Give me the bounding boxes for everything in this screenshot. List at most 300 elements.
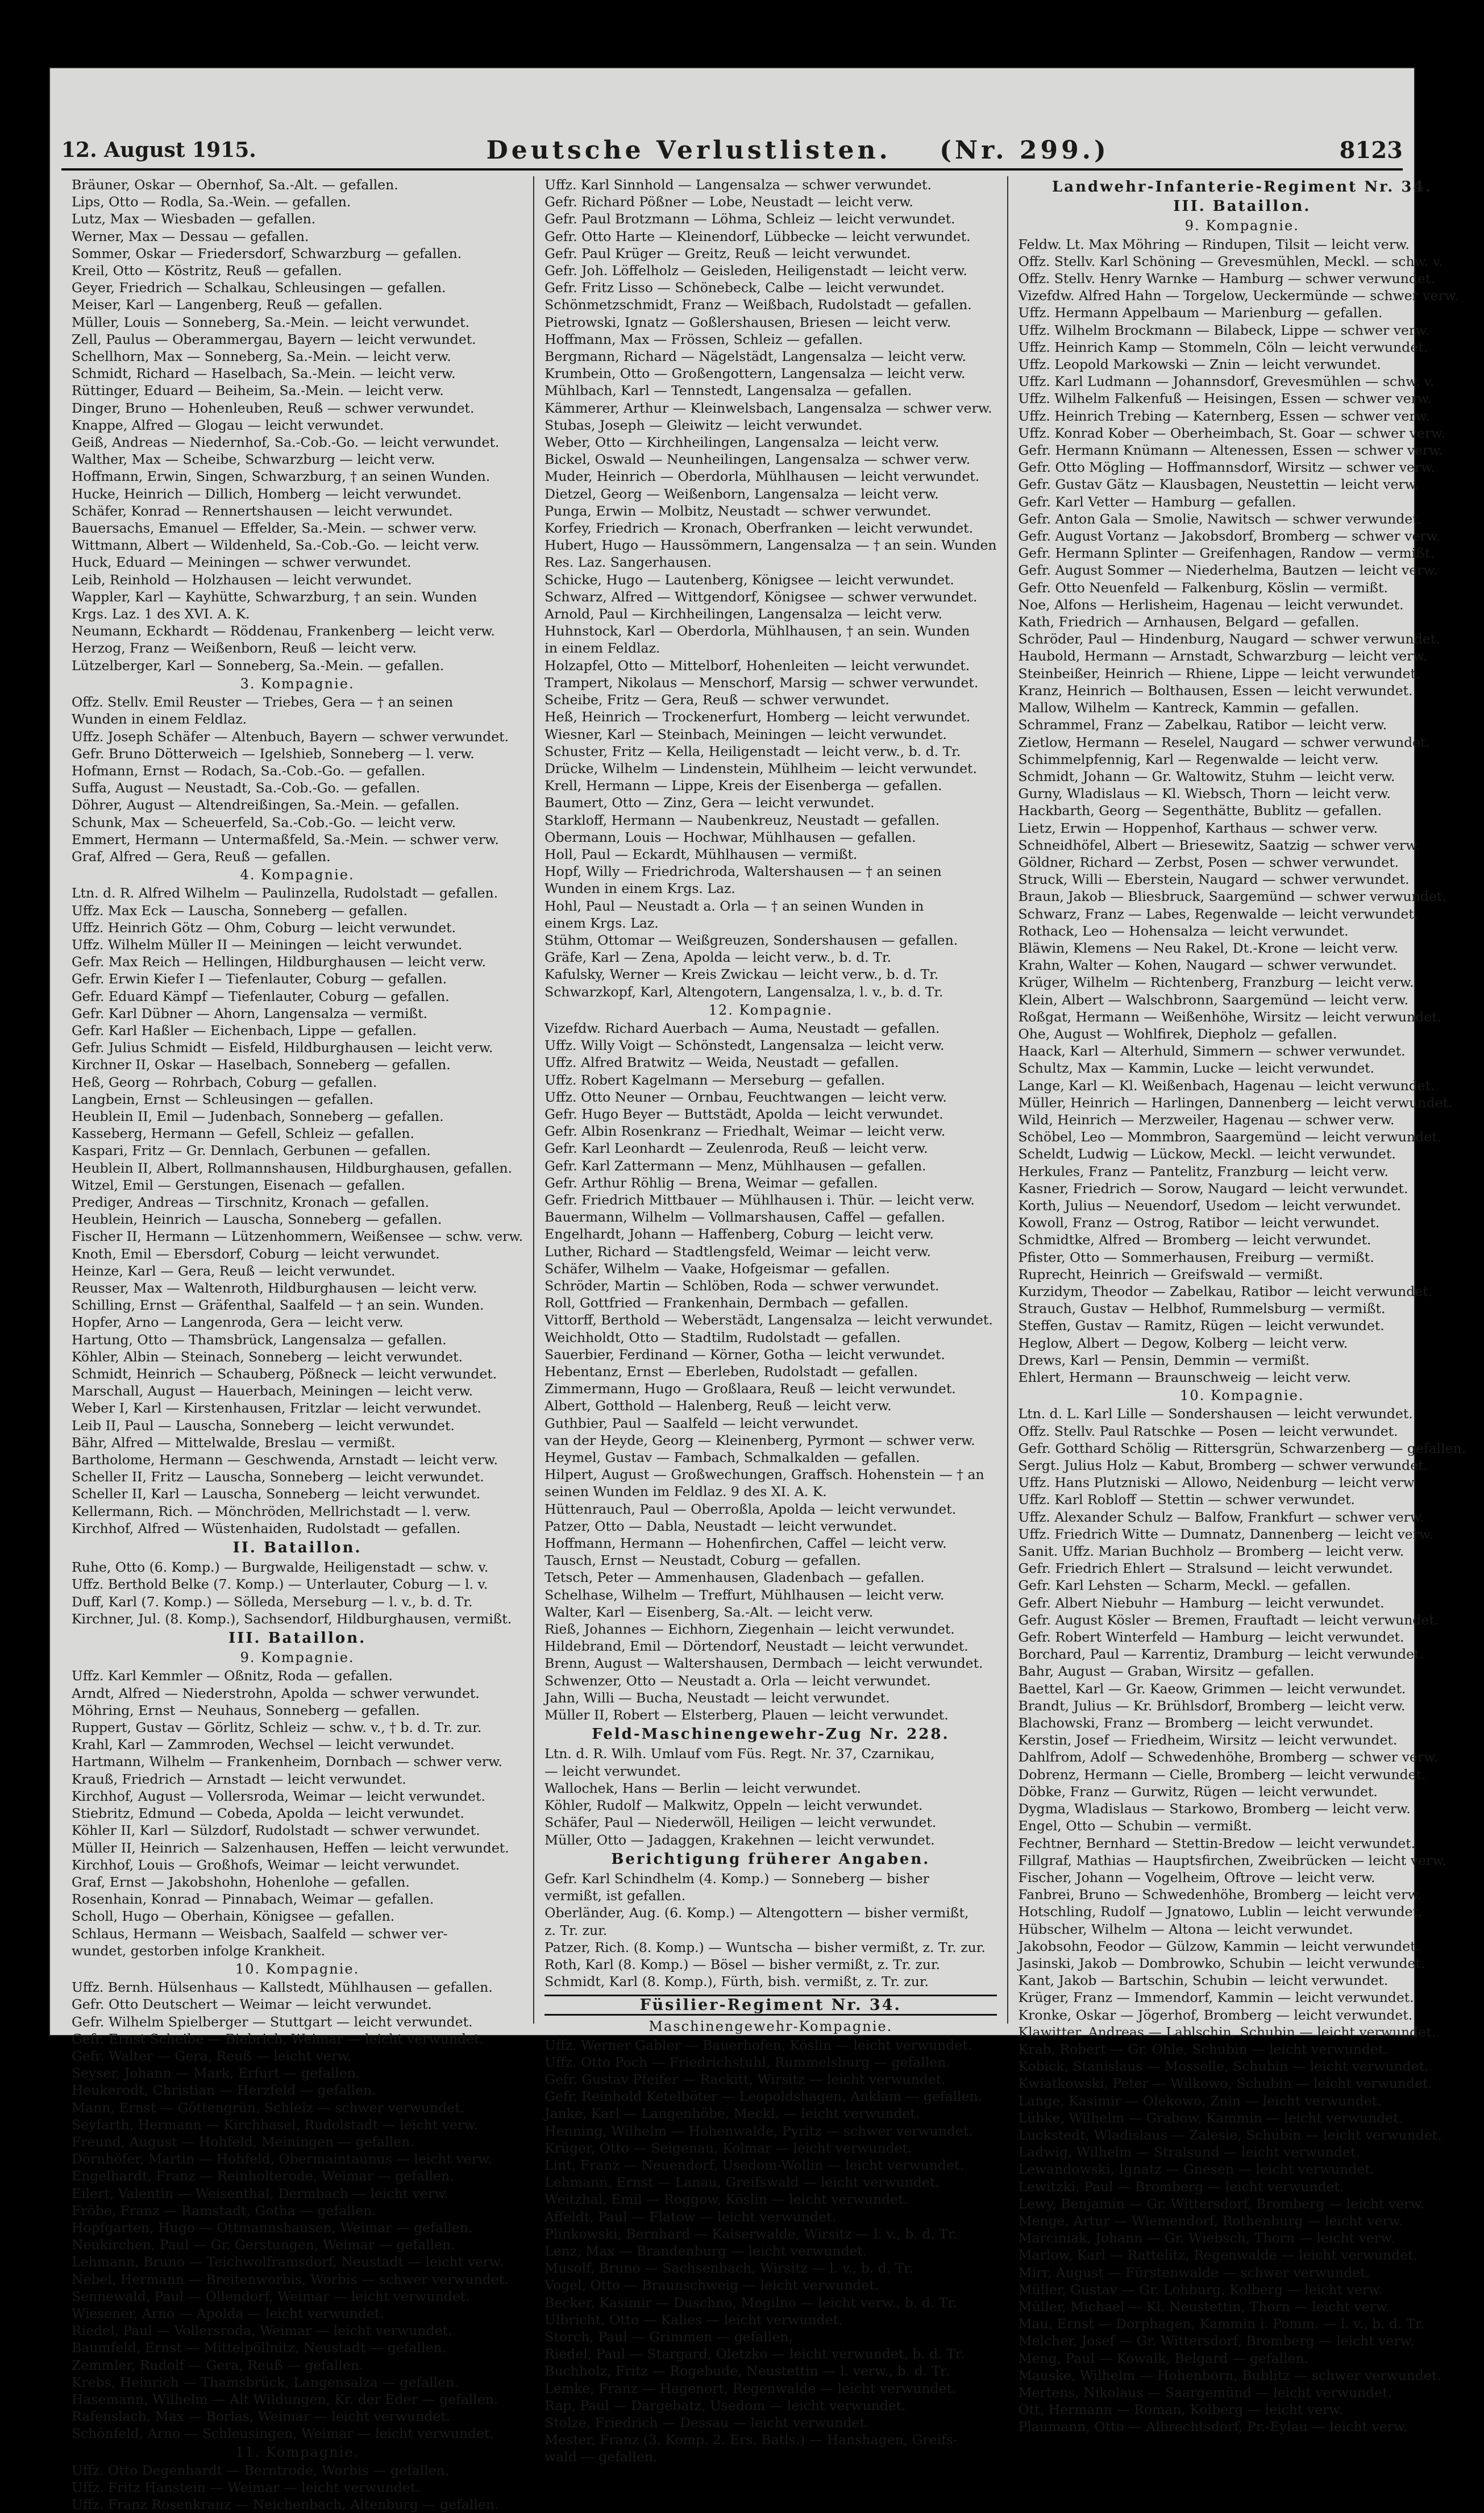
casualty-entry: Wittmann, Albert — Wildenheld, Sa.-Cob.-Go. — leicht verw. (72, 537, 480, 554)
casualty-entry: Köhler, Rudolf — Malkwitz, Oppeln — leicht verwundet. (544, 1797, 923, 1814)
casualty-entry: Müller, Gustav — Gr. Lohburg, Kolberg — leicht verw. (1018, 2281, 1383, 2298)
casualty-entry: Albert, Gotthold — Halenberg, Reuß — leicht verw. (544, 1398, 892, 1414)
casualty-entry: Huhnstock, Karl — Oberdorla, Mühlhausen, † an sein. Wunden (544, 623, 970, 639)
casualty-entry: Jasinski, Jakob — Dombrowko, Schubin — leicht verwundet. (1018, 1955, 1425, 1971)
header-page-number: 8123 (1339, 136, 1403, 164)
header-title (487, 136, 1109, 165)
casualty-entry: Brandt, Julius — Kr. Brühlsdorf, Bromberg — leicht verw. (1018, 1697, 1406, 1714)
casualty-entry: Duff, Karl (7. Komp.) — Sölleda, Merseburg — l. v., b. d. Tr. (72, 1593, 473, 1610)
casualty-entry: Drücke, Wilhelm — Lindenstein, Mühlheim — leicht verwundet. (544, 760, 977, 776)
casualty-entry: Leib, Reinhold — Holzhausen — leicht verwundet. (72, 571, 412, 588)
casualty-entry: — leicht verwundet. (544, 1763, 681, 1779)
casualty-entry: Schimmelpfennig, Karl — Regenwalde — leicht verw. (1018, 751, 1379, 767)
casualty-entry: Köhler, Albin — Steinach, Sonneberg — leicht verwundet. (72, 1348, 463, 1365)
casualty-entry: Schwenzer, Otto — Neustadt a. Orla — leicht verwundet. (544, 1672, 931, 1689)
casualty-entry: Kurzidym, Theodor — Zabelkau, Ratibor — leicht verwundet. (1018, 1284, 1433, 1299)
casualty-entry: Bartholome, Hermann — Geschwenda, Arnstadt — leicht verw. (72, 1452, 498, 1468)
casualty-entry: Reusser, Max — Waltenroth, Hildburghausen — leicht verw. (72, 1280, 477, 1296)
company-heading: 10. Kompagnie. (1180, 1388, 1304, 1404)
casualty-entry: Lewandowski, Ignatz — Gnesen — leicht verwundet. (1018, 2161, 1375, 2178)
casualty-entry: Schröder, Paul — Hindenburg, Naugard — schwer verwundet. (1018, 631, 1440, 647)
casualty-entry: Gefr. Karl Lehsten — Scharm, Meckl. — gefallen. (1018, 1577, 1351, 1594)
casualty-entry: Vittorff, Berthold — Weberstädt, Langensalza — leicht verwundet. (544, 1312, 993, 1328)
casualty-entry: Hoffmann, Max — Frössen, Schleiz — gefallen. (544, 331, 863, 347)
column-1 (61, 176, 534, 2513)
casualty-entry: Stubas, Joseph — Gleiwitz — leicht verwundet. (544, 417, 863, 433)
casualty-entry: Müller, Michael — Kl. Neustettin, Thorn — leicht verw. (1018, 2298, 1390, 2315)
casualty-entry: Offz. Stellv. Henry Warnke — Hamburg — schwer verwundet. (1018, 271, 1435, 287)
casualty-entry: Offz. Stellv. Karl Schöning — Grevesmühlen, Meckl. — schw. v. (1018, 253, 1443, 269)
casualty-entry: Kranz, Heinrich — Bolthausen, Essen — leicht verwundet. (1018, 682, 1413, 699)
casualty-entry: Offz. Stellv. Emil Reuster — Triebes, Gera — † an seinen (72, 694, 454, 711)
casualty-entry: Gefr. Karl Leonhardt — Zeulenroda, Reuß — leicht verw. (544, 1140, 928, 1157)
casualty-entry: Ruprecht, Heinrich — Greifswald — vermißt. (1018, 1266, 1323, 1282)
casualty-entry: Fechtner, Bernhard — Stettin-Bredow — leicht verwundet. (1018, 1835, 1416, 1851)
casualty-entry: Herkules, Franz — Pantelitz, Franzburg — leicht verw. (1018, 1163, 1389, 1179)
casualty-entry: Uffz. Heinrich Götz — Ohm, Coburg — leicht verwundet. (72, 919, 456, 936)
casualty-entry: Dörnhöfer, Martin — Hohfeld, Obermaintaunus — leicht verw. (72, 2151, 492, 2167)
casualty-entry: Ltn. d. L. Karl Lille — Sondershausen — leicht verwundet. (1018, 1406, 1413, 1422)
casualty-entry: Schmidt, Johann — Gr. Waltowitz, Stuhm — leicht verw. (1018, 768, 1395, 784)
casualty-entry: Hilpert, August — Großwechungen, Graffsch. Hohenstein — † an (544, 1467, 984, 1483)
casualty-entry: Uffz. Joseph Schäfer — Altenbuch, Bayern — schwer verwundet. (72, 728, 509, 745)
casualty-entry: Schmidt, Karl (8. Komp.), Fürth, bish. vermißt, z. Tr. zur. (544, 1974, 929, 1990)
casualty-entry: Krüger, Franz — Immendorf, Kammin — leicht verwundet. (1018, 1989, 1414, 2006)
casualty-entry: Suffa, August — Neustadt, Sa.-Cob.-Go. — gefallen. (72, 780, 421, 796)
casualty-entry: Schultz, Max — Kammin, Lucke — leicht verwundet. (1018, 1060, 1375, 1077)
casualty-entry: Zemmler, Rudolf — Gera, Reuß — gefallen. (72, 2357, 364, 2373)
section-heading: Landwehr-Infanterie-Regiment Nr. 34. (1052, 178, 1432, 196)
casualty-entry: Schäfer, Wilhelm — Vaake, Hofgeismar — gefallen. (544, 1260, 890, 1277)
header-title-text: Deutsche Verlustlisten. (486, 135, 891, 165)
casualty-entry: Uffz. Franz Rosenkranz — Neichenbach, Altenburg — gefallen. (72, 2497, 499, 2513)
casualty-entry: Gefr. Anton Gala — Smolie, Nawitsch — schwer verwundet. (1018, 510, 1423, 527)
casualty-entry: Stühm, Ottomar — Weißgreuzen, Sondershausen — gefallen. (544, 932, 958, 948)
casualty-entry: Arnold, Paul — Kirchheilingen, Langensalza — leicht verw. (544, 606, 942, 622)
casualty-entry: Emmert, Hermann — Untermaßfeld, Sa.-Mein. — schwer verw. (72, 831, 499, 848)
casualty-entry: Luther, Richard — Stadtlengsfeld, Weimar — leicht verw. (544, 1243, 932, 1260)
casualty-entry: Rafenslach, Max — Borlas, Weimar — leicht verwundet. (72, 2408, 451, 2425)
casualty-entry: Gefr. Karl Haßler — Eichenbach, Lippe — gefallen. (72, 1022, 417, 1039)
casualty-entry: Schicke, Hugo — Lautenberg, Königsee — leicht verwundet. (544, 571, 954, 588)
company-heading: 12. Kompagnie. (708, 1002, 833, 1018)
casualty-entry: Blachowski, Franz — Bromberg — leicht verwundet. (1018, 1715, 1374, 1731)
casualty-entry: Heublein II, Albert, Rollmannshausen, Hildburghausen, gefallen. (72, 1160, 513, 1176)
casualty-entry: Korfey, Friedrich — Kronach, Oberfranken — leicht verwundet. (544, 520, 974, 537)
casualty-entry: Ltn. d. R. Alfred Wilhelm — Paulinzella, Rudolstadt — gefallen. (72, 885, 498, 902)
casualty-entry: Nebel, Hermann — Breitenworbis, Worbis — schwer verwundet. (72, 2271, 509, 2287)
casualty-entry: Hucke, Heinrich — Dillich, Homberg — leicht verwundet. (72, 485, 462, 502)
casualty-entry: Fischer, Johann — Vogelheim, Oftrove — leicht verw. (1018, 1869, 1375, 1885)
casualty-entry: Lemke, Franz — Hagenort, Regenwalde — leicht verwundet. (544, 2380, 957, 2396)
casualty-entry: Uffz. Hermann Appelbaum — Marienburg — gefallen. (1018, 305, 1383, 321)
casualty-entry: Gefr. Hermann Splinter — Greifenhagen, Randow — vermißt. (1018, 545, 1435, 562)
casualty-entry: Prediger, Andreas — Tirschnitz, Kronach — gefallen. (72, 1194, 430, 1210)
casualty-entry: Hopfgarten, Hugo — Ottmannshausen, Weimar — gefallen. (72, 2219, 473, 2236)
casualty-entry: Ruhe, Otto (6. Komp.) — Burgwalde, Heiligenstadt — schw. v. (72, 1559, 489, 1576)
casualty-entry: Schellhorn, Max — Sonneberg, Sa.-Mein. — leicht verw. (72, 348, 451, 365)
casualty-entry: Graf, Ernst — Jakobshohn, Hohenlohe — gefallen. (72, 1874, 410, 1890)
casualty-entry: Fischer II, Hermann — Lützenhommern, Weißensee — schw. verw. (72, 1228, 523, 1245)
casualty-entry: Schmidt, Richard — Haselbach, Sa.-Mein. — leicht verw. (72, 365, 456, 382)
casualty-entry: van der Heyde, Georg — Kleinenberg, Pyrmont — schwer verw. (544, 1432, 975, 1448)
casualty-entry: Ott, Hermann — Roman, Kolberg — leicht verw. (1018, 2402, 1344, 2418)
casualty-entry: Lietz, Erwin — Hoppenhof, Karthaus — schwer verw. (1018, 820, 1378, 836)
casualty-entry: Schelhase, Wilhelm — Treffurt, Mühlhausen — leicht verw. (544, 1586, 945, 1603)
casualty-entry: Zimmermann, Hugo — Großlaara, Reuß — leicht verwundet. (544, 1381, 956, 1397)
casualty-entry: Klein, Albert — Walschbronn, Saargemünd — leicht verw. (1018, 991, 1408, 1008)
casualty-entry: Schmidtke, Alfred — Bromberg — leicht verwundet. (1018, 1232, 1371, 1248)
casualty-entry: Bähr, Alfred — Mittelwalde, Breslau — vermißt. (72, 1434, 396, 1451)
section-heading: III. Bataillon. (1173, 198, 1311, 215)
casualty-entry: Weber, Otto — Kirchheilingen, Langensalza — leicht verw. (544, 434, 940, 451)
casualty-entry: Vizefdw. Richard Auerbach — Auma, Neustadt — gefallen. (544, 1020, 940, 1036)
casualty-entry: Rothack, Leo — Hohensalza — leicht verwundet. (1018, 923, 1349, 939)
casualty-entry: Zietlow, Hermann — Reselel, Naugard — schwer verwundet. (1018, 734, 1430, 750)
casualty-entry: Bräuner, Oskar — Obernhof, Sa.-Alt. — gefallen. (72, 177, 398, 193)
casualty-entry: Res. Laz. Sangerhausen. (544, 554, 712, 571)
casualty-entry: Schäfer, Konrad — Rennertshausen — leicht verwundet. (72, 502, 453, 519)
casualty-entry: Schuster, Fritz — Kella, Heiligenstadt — leicht verw., b. d. Tr. (544, 743, 961, 759)
casualty-entry: Ladwig, Wilhelm — Stralsund — leicht verwundet. (1018, 2144, 1360, 2161)
casualty-entry: Schrammel, Franz — Zabelkau, Ratibor — leicht verw. (1018, 717, 1387, 733)
casualty-entry: Müller, Louis — Sonneberg, Sa.-Mein. — leicht verwundet. (72, 314, 470, 330)
casualty-entry: Muder, Heinrich — Oberdorla, Mühlhausen — leicht verwundet. (544, 468, 980, 485)
casualty-entry: Henning, Wilhelm — Hohenwalde, Pyritz — schwer verwundet. (544, 2122, 973, 2139)
casualty-entry: Gefr. Robert Winterfeld — Hamburg — leicht verwundet. (1018, 1629, 1404, 1646)
casualty-entry: Mau, Ernst — Dorphagen, Kammin i. Pomm. — l. v., b. d. Tr. (1018, 2316, 1424, 2332)
casualty-entry: Steinbeißer, Heinrich — Rhiene, Lippe — leicht verwundet. (1018, 665, 1420, 682)
casualty-entry: Feldw. Lt. Max Möhring — Rindupen, Tilsit — leicht verw. (1018, 236, 1410, 252)
casualty-entry: Gefr. Hermann Knümann — Altenessen, Essen — schwer verw. (1018, 442, 1444, 459)
casualty-entry: Hübscher, Wilhelm — Altona — leicht verwundet. (1018, 1921, 1353, 1937)
casualty-entry: Bauersachs, Emanuel — Effelder, Sa.-Mein. — schwer verw. (72, 520, 477, 537)
casualty-entry: Kasseberg, Hermann — Gefell, Schleiz — gefallen. (72, 1125, 415, 1142)
casualty-entry: Vogel, Otto — Braunschweig — leicht verwundet. (544, 2277, 879, 2294)
casualty-entry: Kaspari, Fritz — Gr. Dennlach, Gerbunen — gefallen. (72, 1143, 431, 1159)
casualty-entry: Schwarz, Franz — Labes, Regenwalde — leicht verwundet. (1018, 905, 1419, 922)
casualty-entry: Kirchner, Jul. (8. Komp.), Sachsendorf, Hildburghausen, vermißt. (72, 1610, 512, 1627)
casualty-entry: Walter, Karl — Eisenberg, Sa.-Alt. — leicht verw. (544, 1604, 874, 1620)
casualty-entry: Heinze, Karl — Gera, Reuß — leicht verwundet. (72, 1262, 396, 1279)
casualty-entry: Heublein, Heinrich — Lauscha, Sonneberg — gefallen. (72, 1211, 442, 1228)
casualty-entry: Müller, Heinrich — Harlingen, Dannenberg — leicht verwundet. (1018, 1094, 1453, 1111)
casualty-entry: einem Krgs. Laz. (544, 915, 659, 931)
casualty-entry: Uffz. Heinrich Kamp — Stommeln, Cöln — leicht verwundet. (1018, 339, 1428, 355)
casualty-entry: Mauske, Wilhelm — Hohenborn, Bublitz — schwer verwundet. (1018, 2367, 1441, 2383)
casualty-entry: Kafulsky, Werner — Kreis Zwickau — leicht verw., b. d. Tr. (544, 966, 939, 983)
casualty-entry: Gefr. Gustav Gätz — Klausbagen, Neustettin — leicht verw. (1018, 476, 1419, 493)
casualty-entry: Knoth, Emil — Ebersdorf, Coburg — leicht verwundet. (72, 1245, 440, 1262)
casualty-entry: Krahn, Walter — Kohen, Naugard — schwer verwundet. (1018, 957, 1397, 974)
casualty-entry: Uffz. Heinrich Trebing — Katernberg, Essen — schwer verw. (1018, 408, 1430, 424)
casualty-entry: Dietzel, Georg — Weißenborn, Langensalza — leicht verw. (544, 485, 939, 502)
casualty-entry: Tetsch, Peter — Ammenhausen, Gladenbach — gefallen. (544, 1569, 925, 1586)
casualty-entry: Roßgat, Hermann — Weißenhöhe, Wirsitz — leicht verwundet. (1018, 1008, 1441, 1025)
casualty-entry: Baettel, Karl — Gr. Kaeow, Grimmen — leicht verwundet. (1018, 1680, 1406, 1697)
casualty-entry: Trampert, Nikolaus — Menschorf, Marsig — schwer verwundet. (544, 674, 979, 691)
casualty-entry: Uffz. Robert Kagelmann — Merseburg — gefallen. (544, 1071, 886, 1088)
casualty-entry: Krgs. Laz. 1 des XVI. A. K. (72, 606, 250, 622)
casualty-entry: Tausch, Ernst — Neustadt, Coburg — gefallen. (544, 1552, 861, 1569)
casualty-entry: Stiebritz, Edmund — Cobeda, Apolda — leicht verwundet. (72, 1805, 464, 1822)
casualty-entry: Rieß, Johannes — Eichhorn, Ziegenhain — leicht verwundet. (544, 1621, 955, 1638)
casualty-entry: Riedel, Paul — Stargard, Oletzko — leicht verwundet, b. d. Tr. (544, 2346, 965, 2362)
company-heading: 10. Kompagnie. (235, 1960, 360, 1977)
casualty-entry: Haack, Karl — Alterhuld, Simmern — schwer verwundet. (1018, 1043, 1406, 1060)
casualty-entry: Schneidhöfel, Albert — Briesewitz, Saatzig — schwer verw. (1018, 837, 1420, 853)
casualty-entry: Schlaus, Hermann — Weisbach, Saalfeld — schwer ver- (72, 1925, 448, 1942)
casualty-entry: Mirr, August — Fürstenwalde — schwer verwundet. (1018, 2264, 1370, 2281)
casualty-entry: Struck, Willi — Eberstein, Naugard — schwer verwundet. (1018, 871, 1410, 888)
casualty-entry: Neumann, Eckhardt — Röddenau, Frankenberg — leicht verw. (72, 623, 496, 639)
casualty-entry: Hartmann, Wilhelm — Frankenheim, Dornbach — schwer verw. (72, 1754, 502, 1770)
casualty-entry: Gefr. Reinhold Ketelböter — Leopoldshagen, Anklam — gefallen. (544, 2088, 983, 2105)
casualty-entry: Lutz, Max — Wiesbaden — gefallen. (72, 211, 316, 227)
casualty-entry: Mallow, Wilhelm — Kantreck, Kammin — gefallen. (1018, 700, 1360, 716)
casualty-entry: Eilert, Valentin — Weisenthal, Dermbach — leicht verw. (72, 2185, 448, 2202)
casualty-entry: Gefr. Otto Mögling — Hoffmannsdorf, Wirsitz — schwer verw. (1018, 459, 1435, 476)
section-heading: III. Bataillon. (228, 1630, 367, 1647)
casualty-entry: Sergt. Julius Holz — Kabut, Bromberg — schwer verwundet. (1018, 1457, 1428, 1474)
casualty-entry: Hebentanz, Ernst — Eberleben, Rudolstadt — gefallen. (544, 1364, 918, 1380)
casualty-entry: Kath, Friedrich — Arnhausen, Belgard — gefallen. (1018, 614, 1360, 630)
casualty-entry: Brenn, August — Waltershausen, Dermbach — leicht verwundet. (544, 1655, 983, 1672)
casualty-entry: Köhler II, Karl — Sülzdorf, Rudolstadt — schwer verwundet. (72, 1822, 480, 1839)
casualty-entry: Musolf, Bruno — Sachsenbach, Wirsitz — l. v., b. d. Tr. (544, 2260, 913, 2277)
casualty-entry: Ltn. d. R. Wilh. Umlauf vom Füs. Regt. Nr. 37, Czarnikau, (544, 1746, 935, 1762)
casualty-entry: Lützelberger, Karl — Sonneberg, Sa.-Mein. — gefallen. (72, 657, 444, 674)
casualty-entry: Rap, Paul — Dargebatz, Usedom — leicht verwundet. (544, 2397, 906, 2414)
casualty-entry: Wappler, Karl — Kayhütte, Schwarzburg, † an sein. Wunden (72, 588, 477, 605)
casualty-entry: Krüger, Wilhelm — Richtenberg, Franzburg — leicht verw. (1018, 974, 1414, 991)
casualty-entry: Uffz. Max Eck — Lauscha, Sonneberg — gefallen. (72, 902, 408, 919)
casualty-entry: Plaumann, Otto — Albrechtsdorf, Pr.-Eylau — leicht verw. (1018, 2419, 1408, 2435)
casualty-entry: Lange, Karl — Kl. Weißenbach, Hagenau — leicht verwundet. (1018, 1077, 1435, 1094)
casualty-entry: Guthbier, Paul — Saalfeld — leicht verwundet. (544, 1415, 859, 1431)
casualty-entry: Mertens, Nikolaus — Saargemünd — leicht verwundet. (1018, 2385, 1392, 2400)
casualty-entry: Engel, Otto — Schubin — vermißt. (1018, 1818, 1252, 1834)
casualty-entry: Jakobsohn, Feodor — Gülzow, Kammin — leicht verwundet. (1018, 1938, 1420, 1954)
casualty-entry: Scheibe, Fritz — Gera, Reuß — schwer verwundet. (544, 692, 889, 708)
casualty-entry: Melcher, Josef — Gr. Wittersdorf, Bromberg — leicht verw. (1018, 2333, 1415, 2349)
company-heading: 11. Kompagnie. (235, 2444, 360, 2460)
casualty-entry: Döbke, Franz — Gurwitz, Rügen — leicht verwundet. (1018, 1783, 1378, 1800)
casualty-entry: Klawitter, Andreas — Lablschin, Schubin — leicht verwundet. (1018, 2024, 1436, 2040)
casualty-entry: Kasner, Friedrich — Sorow, Naugard — leicht verwundet. (1018, 1180, 1408, 1197)
casualty-entry: Weichholdt, Otto — Stadtilm, Rudolstadt — gefallen. (544, 1329, 901, 1345)
casualty-entry: Müller II, Robert — Elsterberg, Plauen — leicht verwundet. (544, 1707, 949, 1723)
casualty-entry: Lips, Otto — Rodla, Sa.-Wein. — gefallen. (72, 194, 351, 210)
casualty-entry: Gefr. Bruno Dötterweich — Igelshieb, Sonneberg — l. verw. (72, 745, 475, 762)
casualty-entry: Lewy, Benjamin — Gr. Wittersdorf, Bromberg — leicht verw. (1018, 2195, 1425, 2212)
casualty-entry: Punga, Erwin — Molbitz, Neustadt — schwer verwundet. (544, 502, 932, 519)
casualty-entry: Kellermann, Rich. — Mönchröden, Mellrichstadt — l. verw. (72, 1503, 471, 1519)
casualty-entry: Borchard, Paul — Karrentiz, Dramburg — leicht verwundet. (1018, 1646, 1424, 1663)
casualty-entry: Bickel, Oswald — Neunheilingen, Langensalza — schwer verw. (544, 451, 971, 468)
casualty-entry: Lange, Kasimir — Olekowo, Znin — leicht verwundet. (1018, 2092, 1382, 2109)
casualty-entry: Fanbrei, Bruno — Schwedenhöhe, Bromberg — leicht verw. (1018, 1887, 1422, 1903)
casualty-entry: Hopf, Willy — Friedrichroda, Waltershausen — † an seinen (544, 863, 942, 880)
casualty-entry: Patzer, Rich. (8. Komp.) — Wuntscha — bisher vermißt, z. Tr. zur. (544, 1939, 986, 1955)
casualty-entry: Wiesener, Arno — Apolda — leicht verwundet. (72, 2305, 384, 2321)
casualty-entry: Müller, Otto — Jadaggen, Krakehnen — leicht verwundet. (544, 1831, 935, 1848)
casualty-entry: Gefr. Wilhelm Spielberger — Stuttgart — leicht verwundet. (72, 2013, 473, 2030)
casualty-entry: Kämmerer, Arthur — Kleinwelsbach, Langensalza — schwer verw. (544, 400, 992, 416)
casualty-entry: Graf, Alfred — Gera, Reuß — gefallen. (72, 848, 331, 865)
casualty-entry: z. Tr. zur. (544, 1922, 608, 1938)
casualty-entry: Göldner, Richard — Zerbst, Posen — schwer verwundet. (1018, 854, 1399, 870)
casualty-entry: Krahl, Karl — Zammroden, Wechsel — leicht verwundet. (72, 1737, 455, 1753)
casualty-entry: Scholl, Hugo — Oberhain, Königsee — gefallen. (72, 1908, 395, 1925)
casualty-entry: Kowoll, Franz — Ostrog, Ratibor — leicht verwundet. (1018, 1215, 1380, 1231)
casualty-entry: Arndt, Alfred — Niederstrohn, Apolda — schwer verwundet. (72, 1685, 480, 1701)
casualty-entry: Offz. Stellv. Paul Ratschke — Posen — leicht verwundet. (1018, 1423, 1398, 1439)
casualty-entry: Gefr. Friedrich Ehlert — Stralsund — leicht verwundet. (1018, 1560, 1393, 1577)
casualty-entry: Scheller II, Fritz — Lauscha, Sonneberg — leicht verwundet. (72, 1469, 484, 1485)
casualty-entry: Gefr. August Vortanz — Jakobsdorf, Bromberg — schwer verw. (1018, 528, 1441, 545)
casualty-entry: Marschall, August — Hauerbach, Meiningen — leicht verw. (72, 1383, 473, 1399)
casualty-entry: Zell, Paulus — Oberammergau, Bayern — leicht verwundet. (72, 331, 476, 347)
casualty-entry: Uffz. Wilhelm Falkenfuß — Heisingen, Essen — schwer verw. (1018, 391, 1432, 407)
casualty-entry: Kirchhof, Louis — Großhofs, Weimar — leicht verwundet. (72, 1856, 460, 1873)
casualty-entry: Uffz. Bernh. Hülsenhaus — Kallstedt, Mühlhausen — gefallen. (72, 1979, 493, 1996)
casualty-entry: Strauch, Gustav — Helbhof, Rummelsburg — vermißt. (1018, 1301, 1386, 1317)
casualty-entry: Gefr. Hugo Beyer — Buttstädt, Apolda — leicht verwundet. (544, 1106, 943, 1122)
casualty-entry: Seyser, Johann — Mark, Erfurt — gefallen. (72, 2065, 360, 2082)
casualty-entry: Hoffmann, Hermann — Hohenfirchen, Caffel — leicht verw. (544, 1535, 947, 1552)
casualty-entry: Wunden in einem Krgs. Laz. (544, 880, 735, 897)
casualty-entry: Schönmetzschmidt, Franz — Weißbach, Rudolstadt — gefallen. (544, 297, 972, 313)
casualty-entry: Schöbel, Leo — Mommbron, Saargemünd — leicht verwundet. (1018, 1129, 1442, 1145)
casualty-entry: Gurny, Wladislaus — Kl. Wiebsch, Thorn — leicht verw. (1018, 786, 1391, 802)
company-heading: Maschinengewehr-Kompagnie. (649, 2018, 893, 2035)
casualty-entry: Gefr. Albin Rosenkranz — Friedhalt, Weimar — leicht verw. (544, 1123, 946, 1140)
casualty-entry: Gefr. Erwin Kiefer I — Tiefenlauter, Coburg — gefallen. (72, 971, 447, 987)
casualty-entry: Uffz. Otto Poch — Friedrichstuhl, Rummelsburg — gefallen. (544, 2054, 950, 2070)
company-heading: 3. Kompagnie. (240, 675, 355, 692)
casualty-entry: Müller II, Heinrich — Salzenhausen, Heffen — leicht verwundet. (72, 1839, 509, 1856)
casualty-entry: Bergmann, Richard — Nägelstädt, Langensalza — leicht verw. (544, 348, 966, 365)
casualty-entry: Dobrenz, Hermann — Cielle, Bromberg — leicht verwundet. (1018, 1766, 1426, 1783)
casualty-entry: Pietrowski, Ignatz — Goßlershausen, Briesen — leicht verw. (544, 314, 951, 330)
casualty-entry: Hackbarth, Georg — Segenthätte, Bublitz — gefallen. (1018, 803, 1382, 819)
casualty-entry: Heß, Georg — Rohrbach, Coburg — gefallen. (72, 1074, 377, 1090)
casualty-entry: Leib II, Paul — Lauscha, Sonneberg — leicht verwundet. (72, 1417, 455, 1434)
casualty-entry: Gräfe, Karl — Zena, Apolda — leicht verw., b. d. Tr. (544, 949, 892, 966)
casualty-entry: vermißt, ist gefallen. (544, 1888, 686, 1904)
casualty-entry: Lehmann, Ernst — Lanau, Greifswald — leicht verwundet. (544, 2174, 940, 2191)
casualty-entry: Heublein II, Emil — Judenbach, Sonneberg — gefallen. (72, 1108, 444, 1124)
casualty-entry: Hoffmann, Erwin, Singen, Schwarzburg, † an seinen Wunden. (72, 468, 490, 485)
casualty-entry: Noe, Alfons — Herlisheim, Hagenau — leicht verwundet. (1018, 596, 1404, 613)
casualty-entry: in einem Feldlaz. (544, 640, 660, 657)
casualty-entry: Schönfeld, Arno — Schleusingen, Weimar — leicht verwundet. (72, 2425, 494, 2442)
casualty-entry: Ulbricht, Otto — Kalies — leicht verwundet. (544, 2311, 843, 2328)
casualty-entry: wald — gefallen. (544, 2449, 658, 2465)
header-issue: (Nr. 299.) (940, 135, 1109, 165)
casualty-entry: Wunden in einem Feldlaz. (72, 711, 247, 728)
casualty-entry: Gefr. Gustav Pfeifer — Rackitt, Wirsitz — leicht verwundet. (544, 2071, 946, 2087)
casualty-entry: Schmidt, Heinrich — Schauberg, Pößneck — leicht verwundet. (72, 1366, 497, 1382)
casualty-entry: Uffz. Berthold Belke (7. Komp.) — Unterlauter, Coburg — l. v. (72, 1576, 488, 1593)
casualty-entry: Hofmann, Ernst — Rodach, Sa.-Cob.-Go. — gefallen. (72, 762, 426, 779)
casualty-entry: Gefr. Karl Schindhelm (4. Komp.) — Sonneberg — bisher (544, 1870, 929, 1887)
casualty-entry: Gefr. Gotthard Schölig — Rittersgrün, Schwarzenberg — gefallen. (1018, 1440, 1466, 1456)
casualty-entry: Uffz. Willy Voigt — Schönstedt, Langensalza — leicht verw. (544, 1037, 945, 1054)
casualty-entry: Schwarz, Alfred — Wittgendorf, Königsee — schwer verwundet. (544, 588, 978, 605)
casualty-entry: Walther, Max — Scheibe, Schwarzburg — leicht verw. (72, 451, 435, 468)
casualty-entry: Gefr. Paul Krüger — Greitz, Reuß — leicht verwundet. (544, 245, 911, 261)
casualty-entry: Sennewald, Paul — Ollendorf, Weimar — leicht verwundet. (72, 2288, 470, 2304)
casualty-entry: Lübke, Wilhelm — Grabow, Kammin — leicht verwundet. (1018, 2109, 1403, 2126)
casualty-entry: Scheller II, Karl — Lauscha, Sonneberg — leicht verwundet. (72, 1486, 481, 1502)
casualty-entry: Fröbe, Franz — Ramstadt, Gotha — gefallen. (72, 2202, 376, 2219)
casualty-entry: Mühlbach, Karl — Tennstedt, Langensalza — gefallen. (544, 383, 912, 399)
section-heading: II. Bataillon. (232, 1539, 362, 1557)
company-heading: 9. Kompagnie. (1184, 218, 1299, 234)
casualty-entry: Gefr. Fritz Lisso — Schönebeck, Calbe — leicht verwundet. (544, 280, 945, 296)
casualty-entry: Stolze, Friedrich — Dessau — leicht verwundet. (544, 2415, 870, 2431)
casualty-entry: Seyfarth, Hermann — Kirchhasel, Rudolstadt — leicht verw. (72, 2116, 478, 2133)
company-heading: 4. Kompagnie. (240, 867, 355, 883)
casualty-entry: Ohe, August — Wohlfirek, Diepholz — gefallen. (1018, 1025, 1337, 1042)
casualty-entry: Krauß, Friedrich — Arnstadt — leicht verwundet. (72, 1771, 406, 1787)
casualty-entry: Marciniak, Johann — Gr. Wiebsch, Thorn — leicht verw. (1018, 2230, 1395, 2246)
casualty-entry: Scheldt, Ludwig — Lückow, Meckl. — leicht verwundet. (1018, 1146, 1396, 1162)
casualty-entry: Affeldt, Paul — Flatow — leicht verwundet. (544, 2208, 836, 2225)
casualty-entry: Kirchhof, Alfred — Wüstenhaiden, Rudolstadt — gefallen. (72, 1520, 461, 1536)
casualty-entry: Kant, Jakob — Bartschin, Schubin — leicht verwundet. (1018, 1972, 1389, 1989)
casualty-entry: Weitzhal, Emil — Roggow, Köslin — leicht verwundet. (544, 2191, 908, 2208)
casualty-entry: Freund, August — Hohfeld, Meiningen — gefallen. (72, 2133, 414, 2150)
casualty-entry: Heglow, Albert — Degow, Kolberg — leicht verw. (1018, 1335, 1348, 1351)
newspaper-page (50, 68, 1466, 2513)
casualty-entry: Sauerbier, Ferdinand — Körner, Gotha — leicht verwundet. (544, 1346, 945, 1363)
casualty-entry: Heukerodt, Christian — Herzfeld — gefallen. (72, 2082, 376, 2099)
casualty-entry: wundet, gestorben infolge Krankheit. (72, 1942, 326, 1959)
column-2 (534, 176, 1008, 2465)
casualty-entry: Wallochek, Hans — Berlin — leicht verwundet. (544, 1780, 861, 1796)
casualty-entry: Buchholz, Fritz — Rogebude, Neustettin — l. verw., b. d. Tr. (544, 2363, 950, 2379)
casualty-entry: Janke, Karl — Langenhöbe, Meckl. — leicht verwundet. (544, 2105, 920, 2122)
casualty-entry: Gefr. Friedrich Mittbauer — Mühlhausen i. Thür. — leicht verw. (544, 1191, 975, 1208)
casualty-entry: Uffz. Fritz Hanstein — Weimar — leicht verwundet. (72, 2479, 420, 2496)
casualty-entry: Becker, Kasimir — Duschno, Mogilno — leicht verw., b. d. Tr. (544, 2294, 957, 2311)
casualty-entry: Bläwin, Klemens — Neu Rakel, Dt.-Krone — leicht verw. (1018, 940, 1399, 956)
casualty-entry: Roll, Gottfried — Frankenhain, Dermbach — gefallen. (544, 1295, 909, 1311)
casualty-entry: Engelhardt, Franz — Reinholterode, Weimar — gefallen. (72, 2168, 454, 2184)
casualty-entry: Gefr. Otto Harte — Kleinendorf, Lübbecke — leicht verwundet. (544, 228, 971, 244)
casualty-entry: Drews, Karl — Pensin, Demmin — vermißt. (1018, 1352, 1310, 1368)
casualty-entry: Hubert, Hugo — Haussömmern, Langensalza — † an sein. Wunden (544, 537, 997, 554)
casualty-entry: Oberländer, Aug. (6. Komp.) — Altengottern — bisher vermißt, (544, 1905, 969, 1921)
casualty-entry: Kreil, Otto — Köstritz, Reuß — gefallen. (72, 263, 342, 279)
casualty-entry: Gefr. Julius Schmidt — Eisfeld, Hildburghausen — leicht verw. (72, 1040, 493, 1056)
casualty-entry: Uffz. Hans Plutzniski — Allowo, Neidenburg — leicht verw. (1018, 1474, 1418, 1491)
section-heading: Feld-Maschinengewehr-Zug Nr. 228. (592, 1726, 950, 1743)
casualty-entry: Gefr. Albert Niebuhr — Hamburg — leicht verwundet. (1018, 1594, 1385, 1611)
casualty-entry: Plinkowski, Bernhard — Kaiserwalde, Wirsitz — l. v., b. d. Tr. (544, 2225, 958, 2242)
page-header (61, 132, 1403, 171)
casualty-entry: Lewitzki, Paul — Bromberg — leicht verwundet. (1018, 2178, 1344, 2195)
casualty-entry: Krumbein, Otto — Großengottern, Langensalza — leicht verw. (544, 365, 966, 382)
regiment-heading: Füsilier-Regiment Nr. 34. (544, 1995, 996, 2016)
casualty-entry: Holl, Paul — Eckardt, Mühlhausen — vermißt. (544, 846, 858, 862)
casualty-entry: Uffz. Alexander Schulz — Balfow, Frankfurt — schwer verw. (1018, 1509, 1424, 1525)
casualty-entry: Hotschling, Rudolf — Jgnatowo, Lublin — leicht verwundet. (1018, 1904, 1423, 1920)
casualty-entry: Marlow, Karl — Rattelitz, Regenwalde — leicht verwundet. (1018, 2247, 1418, 2263)
